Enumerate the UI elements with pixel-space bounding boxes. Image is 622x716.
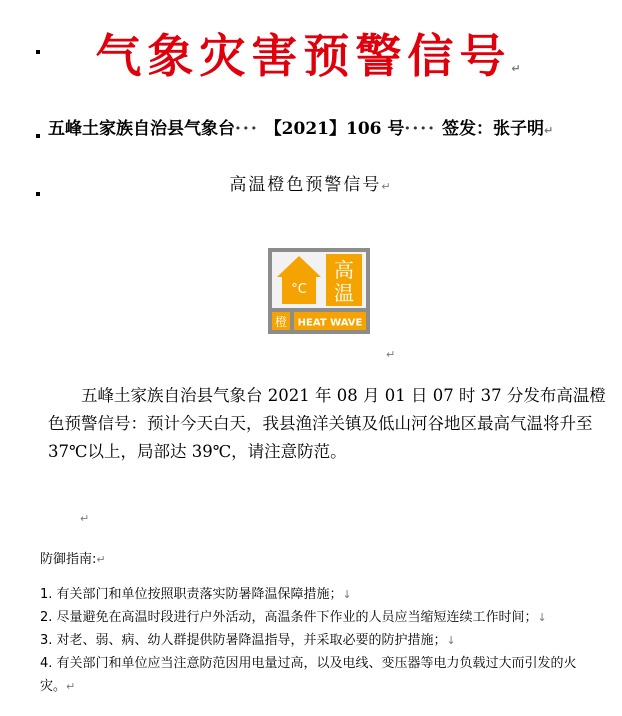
line-break-icon: ↓ — [537, 611, 547, 624]
list-item — [40, 583, 622, 606]
signal-title — [0, 170, 622, 195]
line-break-icon: ↓ — [342, 588, 352, 601]
guide-title — [40, 548, 622, 567]
list-item — [40, 652, 600, 698]
signer: 签发：张子明 — [442, 119, 545, 139]
icon-small-char: 橙 — [274, 315, 288, 329]
paragraph-mark-icon: ↵ — [381, 180, 393, 193]
doc-number: 【2021】106 号 — [264, 119, 405, 139]
guide-item-text: 4. 有关部门和单位应当注意防范因用电量过高，以及电线、变压器等电力负载过大而引发的火灾。 — [40, 656, 577, 694]
list-item — [40, 629, 622, 652]
paragraph-mark-icon: ↵ — [544, 124, 554, 137]
issuer-name: 五峰土家族自治县气象台 — [48, 119, 235, 139]
tab-leader-icon: ··· — [235, 119, 259, 139]
heat-wave-orange-warning-icon — [268, 248, 370, 334]
guide-title-text: 防御指南: — [40, 552, 97, 567]
guide-item-text: 3. 对老、弱、病、幼人群提供防暑降温指导，并采取必要的防护措施； — [40, 633, 447, 648]
icon-char-2: 温 — [334, 281, 354, 305]
warning-body-paragraph — [48, 382, 608, 466]
warning-body-text: 五峰土家族自治县气象台 2021 年 08 月 01 日 07 时 37 分发布高温橙色预警信号：预计今天白天，我县渔洋关镇及低山河谷地区最高气温将升至 37℃以上，局部达 39℃，请注意防范。 — [48, 386, 606, 461]
banner-title-text: 气象灾害预警信号 — [95, 29, 512, 83]
list-bullet — [36, 134, 40, 138]
icon-char-1: 高 — [334, 258, 354, 282]
banner-title — [0, 20, 622, 86]
icon-english-label: HEAT WAVE — [297, 317, 363, 329]
guide-item-text: 1. 有关部门和单位按照职责落实防暑降温保障措施； — [40, 587, 343, 602]
tab-leader-icon: ···· — [404, 119, 437, 139]
paragraph-mark-icon: ↵ — [66, 680, 76, 693]
list-item — [40, 606, 622, 629]
signal-title-text: 高温橙色预警信号 — [229, 175, 382, 195]
issuer-line — [48, 114, 553, 139]
heat-wave-signal-graphic — [268, 248, 370, 334]
paragraph-mark-icon: ↵ — [386, 348, 396, 361]
guide-item-text: 2. 尽量避免在高温时段进行户外活动，高温条件下作业的人员应当缩短连续工作时间； — [40, 610, 538, 625]
degree-label: °C — [291, 282, 307, 297]
paragraph-mark-icon: ↵ — [511, 62, 527, 75]
paragraph-mark-icon: ↵ — [96, 553, 106, 566]
defense-guide — [40, 548, 622, 698]
line-break-icon: ↓ — [446, 634, 456, 647]
paragraph-mark-icon: ↵ — [80, 512, 90, 525]
